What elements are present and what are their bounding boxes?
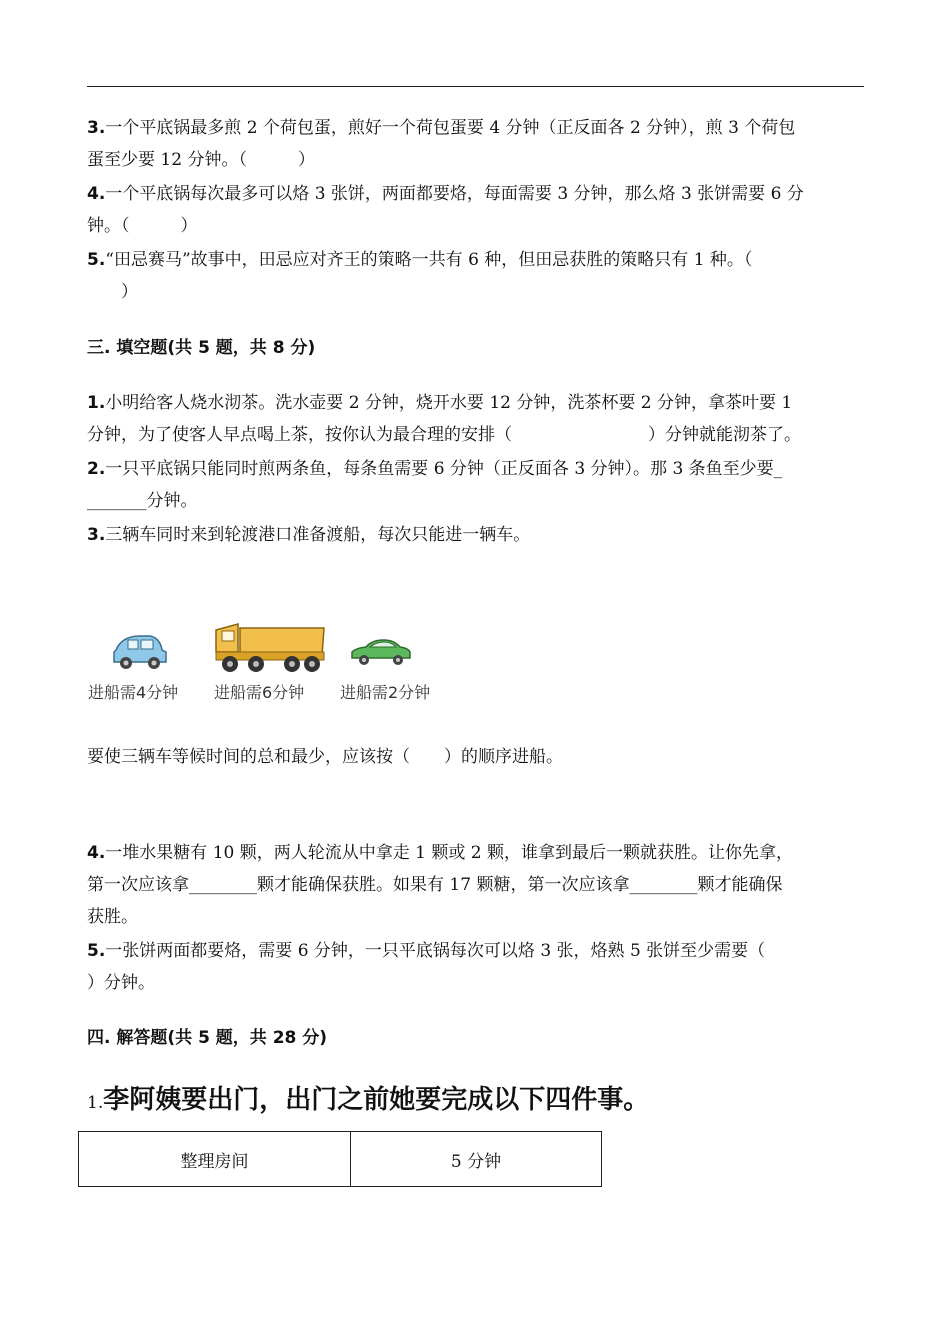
tf-item-5-line2: ） [87,282,138,302]
tf-item-4-line1: 4.一个平底锅每次最多可以烙 3 张饼，两面都要烙，每面需要 3 分钟，那么烙 3 张饼需要 6 分 [87,184,804,204]
tf-item-4-line2: 钟。（ ） [87,216,198,236]
table-row [79,1132,602,1187]
fill-q4-line1: 4.一堆水果糖有 10 颗，两人轮流从中拿走 1 颗或 2 颗，谁拿到最后一颗就获胜。让你先拿， [87,843,793,863]
fill-q1-line2: 分钟，为了使客人早点喝上茶，按你认为最合理的安排（ ）分钟就能沏茶了。 [87,425,801,445]
tf-item-5-line1: 5.“田忌赛马”故事中，田忌应对齐王的策略一共有 6 种，但田忌获胜的策略只有 1 种。（ [87,250,753,270]
fill-q4-line3: 获胜。 [87,907,138,927]
dump-truck-icon [216,624,324,672]
table-cell-time: 5 分钟 [351,1132,602,1187]
vehicle-label-2: 进船需6分钟 [214,683,305,702]
fill-q1-line1: 1.小明给客人烧水沏茶。洗水壶要 2 分钟，烧开水要 12 分钟，洗茶杯要 2 分钟，拿茶叶要 1 [87,393,793,413]
fill-q5-line2: ）分钟。 [87,973,155,993]
fill-q5-line1: 5.一张饼两面都要烙，需要 6 分钟，一只平底锅每次可以烙 3 张，烙熟 5 张饼至少需要（ [87,941,766,961]
answer-q1-heading: 1.李阿姨要出门，出门之前她要完成以下四件事。 [87,1085,650,1115]
sedan-icon [352,640,410,665]
tf-item-3-line2: 蛋至少要 12 分钟。（ ） [87,150,315,170]
vehicle-label-1: 进船需4分钟 [88,683,179,702]
section-3-title: 三. 填空题(共 5 题，共 8 分) [87,338,316,358]
fill-q2-line2: _______分钟。 [87,491,198,511]
fill-q2-line1: 2.一只平底锅只能同时煎两条鱼，每条鱼需要 6 分钟（正反面各 3 分钟）。那 3 条鱼至少要_ [87,459,783,479]
task-table [78,1131,602,1187]
fill-q3-question: 要使三辆车等候时间的总和最少，应该按（ ）的顺序进船。 [87,747,563,767]
header-rule [87,86,864,87]
fill-q4-line2: 第一次应该拿________颗才能确保获胜。如果有 17 颗糖，第一次应该拿________颗才能确保 [87,875,783,895]
tf-item-3-line1: 3.一个平底锅最多煎 2 个荷包蛋，煎好一个荷包蛋要 4 分钟（正反面各 2 分钟），煎 3 个荷包 [87,118,796,138]
vehicles-svg [88,622,448,682]
vehicles-illustration [88,622,448,708]
fill-q3-line1: 3.三辆车同时来到轮渡港口准备渡船，每次只能进一辆车。 [87,525,531,545]
table-cell-task: 整理房间 [79,1132,351,1187]
vehicle-label-3: 进船需2分钟 [340,683,431,702]
section-4-title: 四. 解答题(共 5 题，共 28 分) [87,1028,328,1048]
small-car-icon [114,636,166,669]
